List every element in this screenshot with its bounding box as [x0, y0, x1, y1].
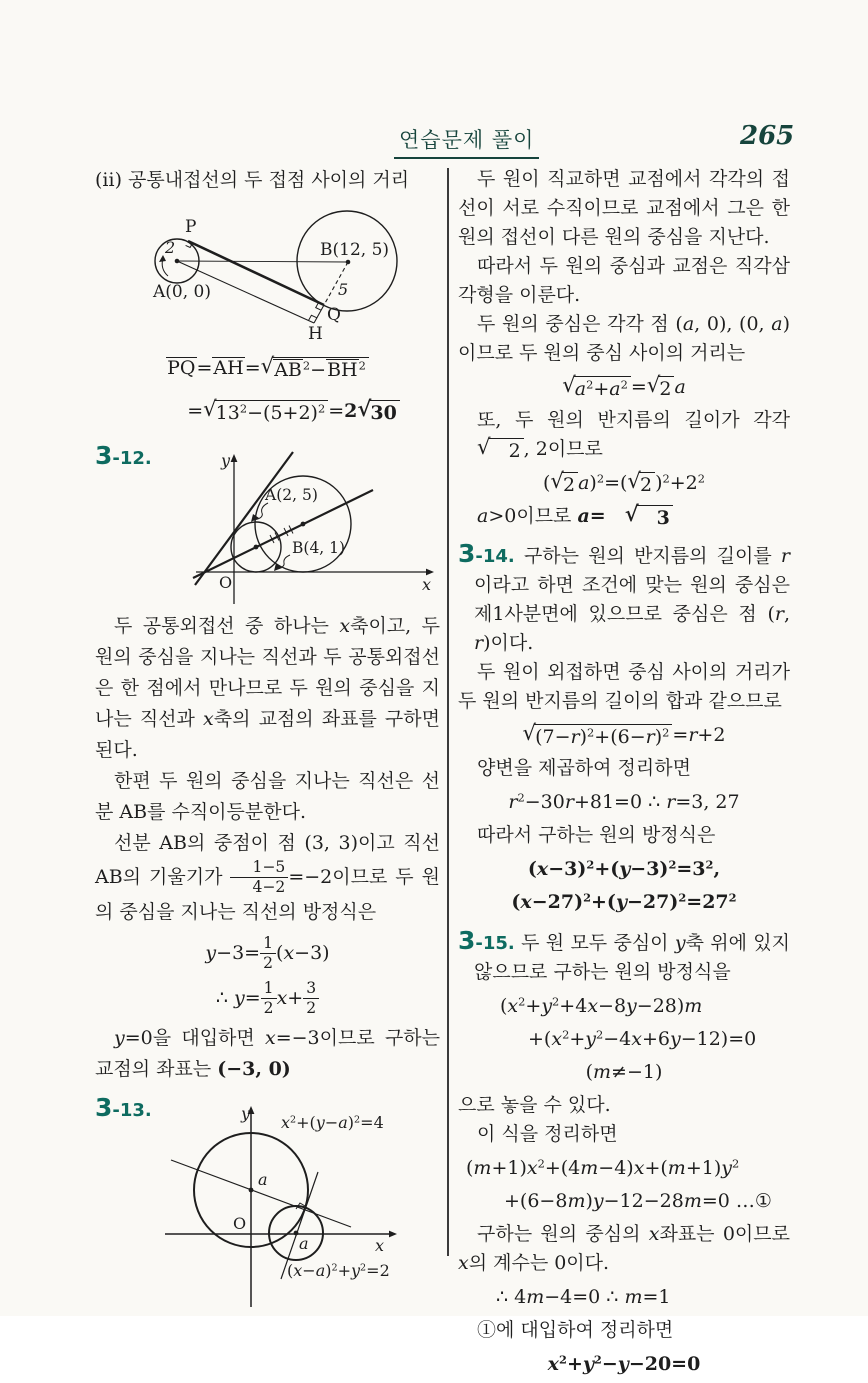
label-origin: O: [219, 573, 233, 592]
result-circle-2: $(x-27)^2+(y-27)^2=27^2$: [511, 890, 737, 913]
equation-m-condition: (m≠−1): [585, 1061, 663, 1083]
formula-pq-line1: PQ=AH= √ $AB^2-BH^2$: [95, 346, 440, 390]
equation-m-solution: ∴ 4m−4=0 ∴ m=1: [496, 1286, 671, 1308]
problem-3-15: [458, 926, 790, 987]
small-center-dot: [254, 545, 259, 550]
equation-tangent-distance: √ $(7-r)^2+(6-r)^2$ =r+2: [522, 721, 726, 748]
label-x-axis: x: [375, 1235, 385, 1255]
circle-equation-bottom: $(x-a)^2+y^2=2$: [287, 1260, 390, 1280]
result-a-sqrt3: a>0이므로 a= √ 3: [458, 502, 790, 531]
point-A-dot: [175, 259, 180, 264]
label-a-bottom: a: [299, 1233, 309, 1253]
center-dot-a-top: [249, 1187, 254, 1192]
figure-3-12-svg: [193, 452, 438, 607]
equation-expanded-1: $(m+1)x^2+(4m-4)x+(m+1)y^2$: [466, 1156, 740, 1179]
equation-family-1: $(x^2+y^2+4x-8y-28)m$: [500, 994, 703, 1017]
x-axis-arrow: [389, 1230, 397, 1237]
problem-number: 3-14.: [458, 539, 515, 568]
paragraph-orthogonal-a: 두 원이 직교하면 교점에서 각각의 접선이 서로 수직이므로 교점에서 그은 한 원의 접선이 다른 원의 중심을 지난다.: [458, 168, 790, 248]
segment-AB: [177, 261, 348, 262]
formula-pq-line2: = √ $13^2-(5+2)^2$ =2 √ 30: [95, 389, 440, 433]
paragraph-3-15-c: 구하는 원의 중심의 x좌표는 0이므로 x의 계수는 0이다.: [458, 1223, 790, 1274]
equation-distance: √ $a^2+a^2$ = √ 2 a: [562, 373, 686, 400]
label-y-axis: y: [241, 1103, 251, 1123]
paragraph-orthogonal-c: 두 원의 중심은 각각 점 (a, 0), (0, a)이므로 두 원의 중심 사이의 거리는: [458, 313, 790, 364]
problem-number: 3-15.: [458, 926, 515, 955]
label-x-axis: x: [422, 575, 432, 594]
paragraph-radii: 또, 두 원의 반지름의 길이가 각각 √ 2 , 2이므로: [477, 409, 790, 462]
paragraph-3-12-b: 한편 두 원의 중심을 지나는 직선은 선분 AB를 수직이등분한다.: [95, 770, 440, 823]
left-column: [95, 165, 440, 1314]
label-B: B(12, 5): [320, 240, 390, 260]
paragraph-3-12-a: 두 공통외접선 중 하나는 x축이고, 두 원의 중심을 지나는 직선과 두 공통외접선은 한 점에서 만나므로 두 원의 중심을 지나는 직선과 x축의 교점의 좌표를 구하면 된다.: [95, 615, 441, 761]
label-Q: Q: [327, 305, 341, 325]
point-B-dot: [346, 260, 351, 265]
equation-family-2: $+(x^2+y^2-4x+6y-12)=0$: [528, 1027, 757, 1050]
label-point-B: B(4, 1): [292, 539, 346, 557]
label-a-top: a: [258, 1169, 268, 1189]
column-divider: [447, 168, 449, 1256]
label-y-axis: y: [221, 451, 231, 470]
circle-equation-top: $x^2+(y-a)^2=4$: [281, 1112, 384, 1132]
label-H: H: [308, 324, 323, 344]
paragraph-3-14-b: 양변을 제곱하여 정리하면: [477, 757, 691, 779]
paragraph-3-14-c: 따라서 구하는 원의 방정식은: [477, 824, 716, 846]
large-center-dot: [301, 522, 306, 527]
equation-perp-bisector: y−3= $\frac{1}{2}$ (x−3): [205, 933, 330, 973]
label-A: A(0, 0): [153, 282, 211, 302]
problem-number: 3-13.: [95, 1092, 152, 1122]
result-circle-1: $(x-3)^2+(y-3)^2=3^2$,: [527, 857, 721, 880]
subsection-heading: (ⅱ) 공통내접선의 두 접점 사이의 거리: [95, 169, 410, 191]
figure-internal-tangent-svg: [101, 200, 441, 342]
figure-3-12: [193, 452, 440, 607]
y-axis-arrow: [231, 454, 238, 462]
label-origin: O: [233, 1213, 247, 1233]
equation-expanded-2: +(6−8m)y−12−28m=0 …①: [504, 1190, 772, 1212]
problem-3-14: [458, 539, 790, 658]
paragraph-3-14-a: 두 원이 외접하면 중심 사이의 거리가 두 원의 반지름의 길이의 합과 같으므로: [458, 661, 790, 712]
result-final-circle: $x^2+y^2-y-20=0$: [547, 1352, 701, 1375]
label-radius-5: 5: [338, 280, 349, 299]
paragraph-3-15-d: ①에 대입하여 정리하면: [477, 1319, 674, 1341]
paragraph-orthogonal-b: 따라서 두 원의 중심과 교점은 직각삼각형을 이룬다.: [458, 255, 790, 306]
paragraph-3-15-b: 이 식을 정리하면: [477, 1123, 618, 1145]
paragraph-3-12-d: y=0을 대입하면 x=−3이므로 구하는 교점의 좌표는 (−3, 0): [95, 1026, 441, 1080]
equation-line: ∴ y= $\frac{1}{2}$ x+ $\frac{3}{2}$: [95, 976, 440, 1020]
problem-number: 3-12.: [95, 441, 152, 470]
paragraph-3-12-c: 선분 AB의 중점이 점 (3, 3)이고 직선 AB의 기울기가 $\frac{1-5}{4-2}$ =−2이므로 두 원의 중심을 지나는 직선의 방정식은: [95, 832, 440, 923]
label-radius-2: 2: [165, 238, 176, 257]
label-point-A: A(2, 5): [265, 486, 318, 504]
center-dot-a-bottom: [294, 1230, 299, 1235]
paragraph-3-15-a: 으로 놓을 수 있다.: [458, 1094, 611, 1116]
problem-3-14-text: 구하는 원의 반지름의 길이를 r이라고 하면 조건에 맞는 원의 중심은 제1사분면에 있으므로 중심은 점 (r, r)이다.: [474, 545, 790, 654]
figure-3-13: [163, 1102, 421, 1310]
equation-pythagoras: ( √ 2 a)$^2$=( √ 2 )$^2+2^2$: [542, 469, 705, 496]
page-number: 265: [740, 121, 795, 151]
figure-internal-tangent: [101, 200, 440, 342]
label-P: P: [185, 217, 197, 237]
problem-3-15-text: 두 원 모두 중심이 y축 위에 있지 않으므로 구하는 원의 방정식을: [474, 932, 791, 983]
right-column: [458, 165, 790, 1383]
equation-quadratic-r: $r^2-30r+81=0$ ∴ r=3, 27: [508, 790, 740, 813]
page-title: 연습문제 풀이: [394, 124, 539, 159]
